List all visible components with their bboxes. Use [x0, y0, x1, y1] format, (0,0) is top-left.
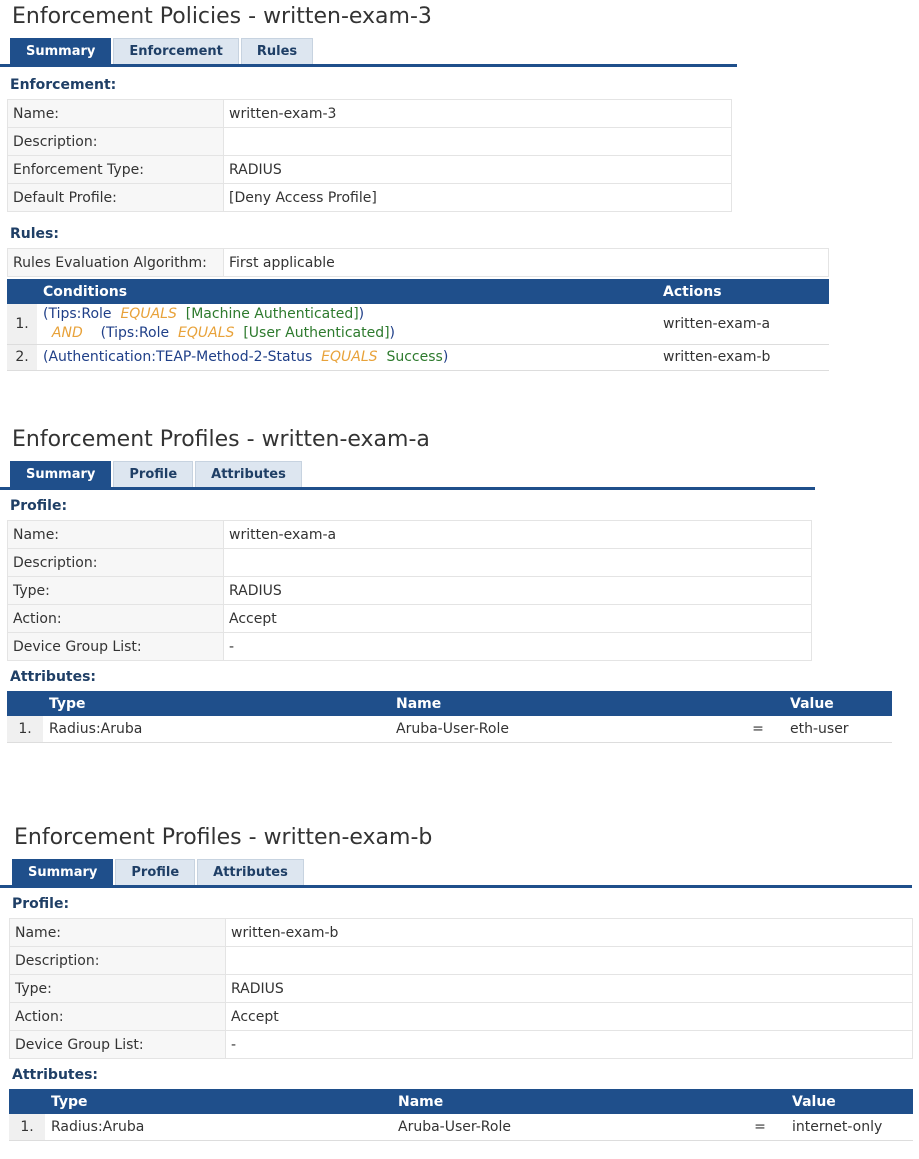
table-row [8, 605, 812, 633]
paren: ( [43, 305, 49, 322]
attr-eq: = [734, 1114, 786, 1140]
attr-value: eth-user [784, 716, 892, 742]
condition-attr: Tips:Role [48, 305, 112, 322]
profile-table [9, 918, 913, 1059]
condition-and: AND [51, 324, 83, 341]
profile-a-tabs [0, 461, 815, 490]
field-label: Description: [8, 549, 224, 577]
field-value [224, 549, 812, 577]
tab-attributes[interactable]: Attributes [197, 859, 304, 885]
table-row [8, 100, 732, 128]
tab-summary[interactable]: Summary [12, 859, 113, 885]
tab-summary[interactable]: Summary [10, 461, 111, 487]
paren: ( [100, 324, 107, 341]
table-row [8, 156, 732, 184]
field-label: Type: [10, 975, 226, 1003]
table-row [8, 633, 812, 661]
field-value [226, 947, 913, 975]
field-value: Accept [224, 605, 812, 633]
attr-type: Radius:Aruba [43, 716, 390, 742]
attributes-header: Attributes: [12, 1067, 99, 1083]
value-header: Value [786, 1089, 913, 1114]
table-row [10, 1003, 913, 1031]
row-number: 1. [7, 304, 37, 344]
field-value: [Deny Access Profile] [224, 184, 732, 212]
page-title: Enforcement Policies - written-exam-3 [12, 4, 432, 29]
profile-b-tabs [0, 859, 912, 888]
attributes-table [7, 691, 892, 743]
condition-cell [37, 304, 657, 344]
field-label: Device Group List: [8, 633, 224, 661]
table-row [8, 184, 732, 212]
condition-value: Success [386, 349, 443, 365]
condition-operator: EQUALS [178, 324, 235, 341]
paren: ) [358, 305, 365, 322]
attr-value: internet-only [786, 1114, 913, 1140]
field-label: Device Group List: [10, 1031, 226, 1059]
policy-section [0, 2, 737, 212]
table-header-row [9, 1089, 913, 1114]
action-cell: written-exam-b [657, 344, 829, 370]
table-header-row [7, 691, 892, 716]
field-value: written-exam-a [224, 521, 812, 549]
field-value: written-exam-3 [224, 100, 732, 128]
eq-header [732, 691, 784, 716]
rules-eval-table [7, 248, 829, 277]
value-header: Value [784, 691, 892, 716]
table-row [7, 344, 829, 370]
profile-header: Profile: [10, 498, 68, 514]
condition-operator: EQUALS [321, 349, 378, 365]
name-header: Name [392, 1089, 734, 1114]
num-header [9, 1089, 45, 1114]
tab-attributes[interactable]: Attributes [195, 461, 302, 487]
attr-eq: = [732, 716, 784, 742]
row-number: 2. [7, 344, 37, 370]
tab-enforcement[interactable]: Enforcement [113, 38, 239, 64]
conditions-header: Conditions [37, 279, 657, 304]
table-row [9, 1114, 913, 1140]
table-row [8, 549, 812, 577]
field-label: Name: [10, 919, 226, 947]
action-cell: written-exam-a [657, 304, 829, 344]
attributes-header: Attributes: [10, 669, 97, 685]
condition-attr: Authentication:TEAP-Method-2-Status [48, 349, 313, 365]
actions-header: Actions [657, 279, 829, 304]
tab-summary[interactable]: Summary [10, 38, 111, 64]
table-row [10, 947, 913, 975]
rules-section [0, 220, 830, 371]
condition-value: [Machine Authenticated] [185, 305, 359, 322]
rules-eval-value: First applicable [224, 249, 829, 277]
condition-line [43, 324, 651, 343]
field-value: RADIUS [224, 156, 732, 184]
condition-attr: Tips:Role [106, 324, 170, 341]
page-title: Enforcement Profiles - written-exam-a [12, 427, 430, 452]
table-row [8, 128, 732, 156]
field-label: Name: [8, 521, 224, 549]
field-value: Accept [226, 1003, 913, 1031]
row-number: 1. [9, 1114, 45, 1140]
attr-name: Aruba-User-Role [390, 716, 732, 742]
enforcement-header: Enforcement: [10, 77, 117, 93]
rules-table [7, 279, 829, 371]
rules-header: Rules: [10, 226, 59, 242]
table-row [8, 577, 812, 605]
field-value: - [226, 1031, 913, 1059]
field-label: Name: [8, 100, 224, 128]
table-row [10, 1031, 913, 1059]
table-row [10, 975, 913, 1003]
paren: ( [43, 349, 49, 365]
attributes-table [9, 1089, 913, 1141]
row-number: 1. [7, 716, 43, 742]
table-row [7, 716, 892, 742]
profile-table [7, 520, 812, 661]
attr-name: Aruba-User-Role [392, 1114, 734, 1140]
tab-profile[interactable]: Profile [115, 859, 195, 885]
rules-eval-label: Rules Evaluation Algorithm: [8, 249, 224, 277]
table-row [8, 521, 812, 549]
table-row [7, 304, 829, 344]
condition-cell [37, 344, 657, 370]
field-label: Action: [8, 605, 224, 633]
field-value: RADIUS [224, 577, 812, 605]
attr-type: Radius:Aruba [45, 1114, 392, 1140]
name-header: Name [390, 691, 732, 716]
table-header-row [7, 279, 829, 304]
field-label: Action: [10, 1003, 226, 1031]
condition-operator: EQUALS [120, 305, 177, 322]
type-header: Type [43, 691, 390, 716]
policy-tabs [0, 38, 737, 67]
paren: ) [442, 349, 449, 365]
field-value: RADIUS [226, 975, 913, 1003]
table-row [10, 919, 913, 947]
profile-a-section [0, 425, 894, 743]
profile-header: Profile: [12, 896, 70, 912]
field-label: Type: [8, 577, 224, 605]
tab-profile[interactable]: Profile [113, 461, 193, 487]
field-value [224, 128, 732, 156]
field-label: Description: [10, 947, 226, 975]
tab-rules[interactable]: Rules [241, 38, 313, 64]
field-label: Default Profile: [8, 184, 224, 212]
field-label: Description: [8, 128, 224, 156]
condition-value: [User Authenticated] [243, 324, 390, 341]
field-value: written-exam-b [226, 919, 913, 947]
paren: ) [389, 324, 396, 341]
condition-line [43, 305, 651, 324]
num-header [7, 279, 37, 304]
enforcement-table [7, 99, 732, 212]
table-row [8, 249, 829, 277]
field-label: Enforcement Type: [8, 156, 224, 184]
field-value: - [224, 633, 812, 661]
eq-header [734, 1089, 786, 1114]
page-title: Enforcement Profiles - written-exam-b [14, 825, 433, 850]
profile-b-section [0, 823, 915, 1141]
type-header: Type [45, 1089, 392, 1114]
num-header [7, 691, 43, 716]
